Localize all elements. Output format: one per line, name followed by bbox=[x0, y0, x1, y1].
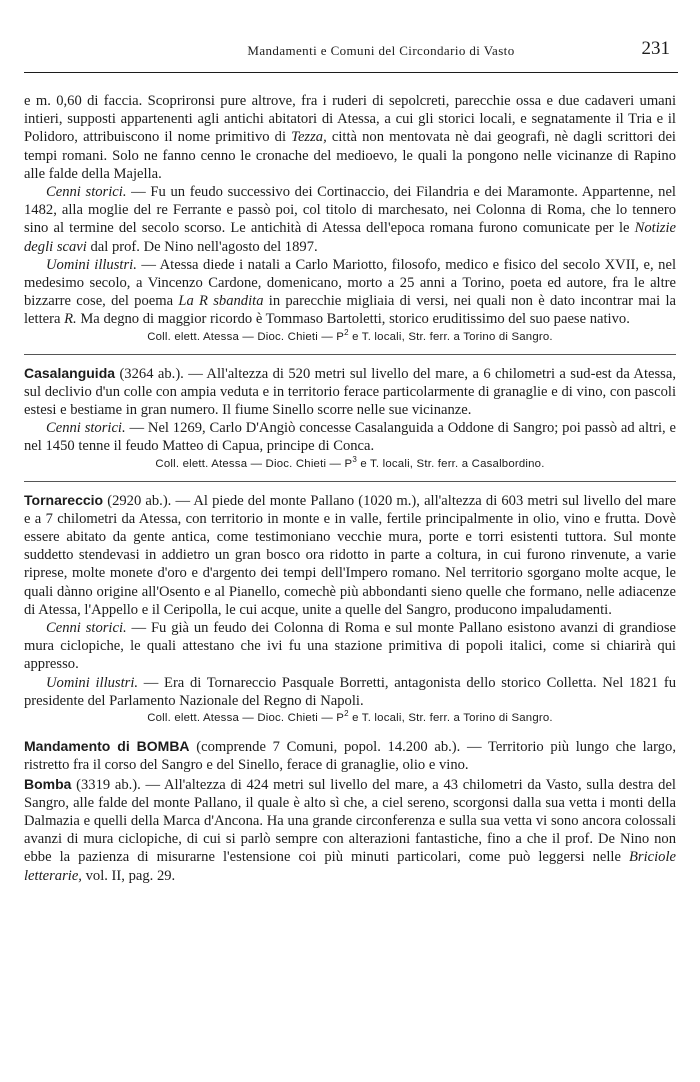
atessa-description: e m. 0,60 di faccia. Scoprironsi pure altrove, fra i ruderi di sepolcreti, parecchie ossa e due cadaveri umani intieri, supposti appartenenti agli antichi abitatori di Atessa, a cui gli storici locali, e segnatamente il Tria e il Polidoro, attribuiscono il nome primitivo di Tezza, città non mentovata nè dai geografi, nè dagli scrittori dei tempi romani. Solo ne fanno cenno le cronache del medioevo, le quali la pongono nelle vicinanze di Rapino alle falde della Majella. bbox=[24, 93, 676, 182]
entry-name: BOMBA bbox=[136, 738, 190, 755]
section-label: Cenni storici. bbox=[46, 620, 127, 637]
bomba-mandamento-entry: Mandamento di BOMBA (comprende 7 Comuni, popol. 14.200 ab.). — Territorio più lungo che largo, ristretto fra il corso del Sangro e del Sinello, ferace di granaglie, olio e vino. bbox=[24, 738, 676, 774]
tornareccio-entry: Tornareccio (2920 ab.). — Al piede del monte Pallano (1020 m.), all'altezza di 603 metri sul livello del mare e a 7 chilometri da Atessa, con territorio in monte e in valle, fertile principalmente in olio, vino e frutta. Dovè essere abitato da gente antica, come testimoniano vecchie mura, porte e torri esistenti tuttora. Sul monte suddetto stendevasi in addietro un gran bosco ora ridotto in parte a coltura, in cui furono rinvenute, a varie riprese, molte monete d'oro e d'argento dei tempi dell'Impero romano. Nel territorio sgorgano molte acque, le quali dànno origine all'Osento e al Pianello, comechè più abbondanti sieno quelle che formano, nelle adiacenze di Atessa, l'Appello e il Ceripolla, le cui acque, unite a quelle del Sangro, producono impaludamenti. bbox=[24, 491, 676, 618]
section-label: Uomini illustri. bbox=[46, 256, 137, 273]
section-label: Uomini illustri. bbox=[46, 674, 139, 691]
section-divider bbox=[24, 354, 676, 355]
atessa-admin-note: Coll. elett. Atessa — Dioc. Chieti — $P^2$ e T. locali, Str. ferr. a Torino di Sangro. bbox=[147, 327, 553, 343]
casalanguida-entry: Casalanguida (3264 ab.). — All'altezza di 520 metri sul livello del mare, a 6 chilometri a sud-est da Atessa, sul declivio d'un colle con ampia veduta e in territorio ferace particolarmente di granaglie e di vino, con pascoli estesi e bestiame in gran numero. Il fiume Sinello scorre nelle sue vicinanze. bbox=[24, 364, 676, 419]
casalanguida-cenni-storici: Cenni storici. — Nel 1269, Carlo D'Angiò concesse Casalanguida a Oddone di Sangro; poi passò ad altri, e nel 1450 tenne il feudo Matteo di Capua, principe di Conca. bbox=[24, 420, 676, 455]
atessa-cenni-storici: Cenni storici. — Fu un feudo successivo dei Cortinaccio, dei Filandria e dei Maramonte. Appartenne, nel 1482, alla moglie del re Ferrante e passò poi, col titolo di marchesato, nei Colonna di Roma, che lo tennero sino al termine del secolo scorso. Le antichità di Atessa dell'epoca romana furono comunicate per le Notizie degli scavi dal prof. De Nino nell'agosto del 1897. bbox=[24, 184, 676, 255]
entry-name: Tornareccio bbox=[24, 491, 104, 508]
casalanguida-admin-note: Coll. elett. Atessa — Dioc. Chieti — $P^3$ e T. locali, Str. ferr. a Casalbordino. bbox=[155, 454, 545, 470]
running-head-title: Mandamenti e Comuni del Circondario di Vasto bbox=[247, 43, 515, 58]
header-rule bbox=[24, 72, 678, 73]
tornareccio-uomini-illustri: Uomini illustri. — Era di Tornareccio Pasquale Borretti, antagonista dello storico Colletta. Nel 1821 fu presidente del Parlamento Nazionale del Regno di Napoli. bbox=[24, 674, 676, 709]
section-label: Cenni storici. bbox=[46, 420, 126, 437]
page-number: 231 bbox=[641, 38, 670, 59]
entry-name: Casalanguida bbox=[24, 364, 116, 381]
running-head bbox=[24, 38, 678, 64]
atessa-uomini-illustri: Uomini illustri. — Atessa diede i natali a Carlo Mariotto, filosofo, medico e fisico del secolo XVII, e, nel medesimo secolo, a Vincenzo Cardone, domenicano, morto a 25 anni a Torino, poeta ed autore, fra le altre bizzarre cose, del poema La R sbandita in parecchie migliaia di versi, nei quali non è dato incontrar mai la lettera R. Ma degno di maggior ricordo è Tommaso Bartoletti, storico eruditissimo del suo paese nativo. bbox=[24, 256, 676, 328]
entry-name: Bomba bbox=[24, 775, 72, 792]
tornareccio-cenni-storici: Cenni storici. — Fu già un feudo dei Colonna di Roma e sul monte Pallano esistono avanzi di grandiose mura ciclopiche, le quali attestano che ivi fu una stazione primitiva di popoli italici, come si chiarirà qui appresso. bbox=[24, 620, 676, 673]
section-label: Cenni storici. bbox=[46, 184, 127, 201]
page-body bbox=[24, 92, 676, 885]
bomba-entry: Bomba (3319 ab.). — All'altezza di 424 metri sul livello del mare, a 43 chilometri da Vasto, sulla destra del Sangro, alle falde del monte Pallano, il quale è alto sì che, a ciel sereno, scorgonsi dalla sua vetta i monti della Dalmazia e quelli della Marca d'Ancona. Ha una grande circonferenza e sulla sua vetta vi sono ancora colossali avanzi di mura ciclopiche, di cui si parlò sempre con alterazioni fantastiche, fino a che il prof. De Nino non ebbe la pazienza di misurarne l'estensione coi più minuti particolari, come può leggersi nelle Briciole letterarie, vol. II, pag. 29. bbox=[24, 775, 676, 884]
section-divider bbox=[24, 481, 676, 482]
tornareccio-admin-note: Coll. elett. Atessa — Dioc. Chieti — $P^2$ e T. locali, Str. ferr. a Torino di Sangro. bbox=[147, 709, 553, 725]
